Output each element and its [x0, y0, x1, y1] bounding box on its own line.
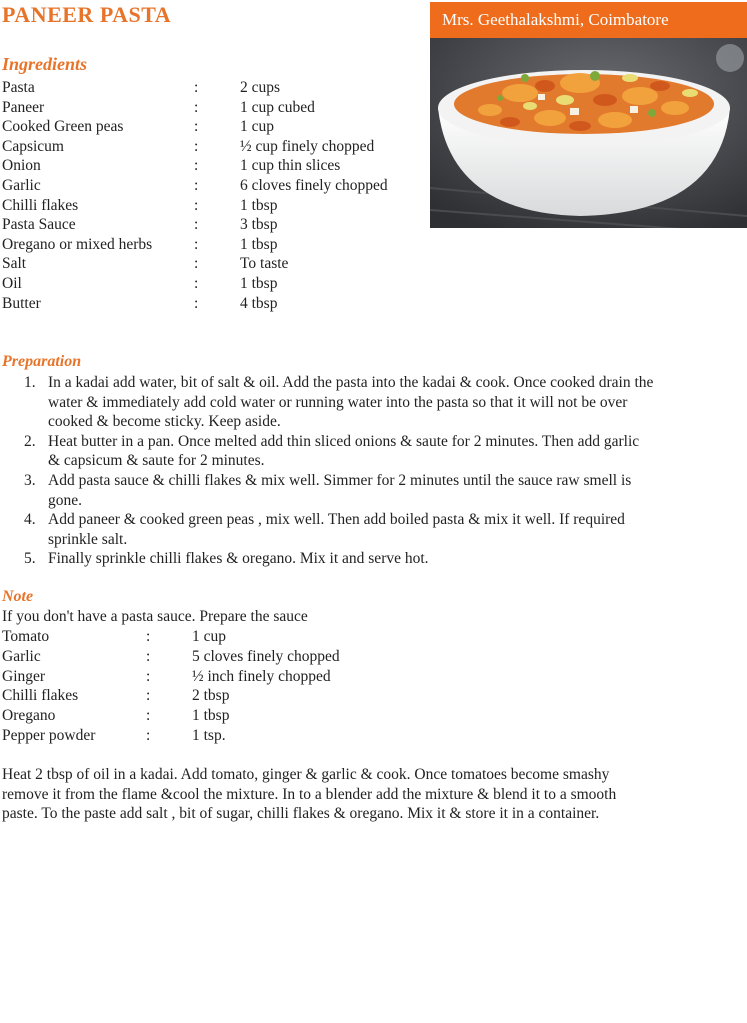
preparation-step	[24, 549, 654, 569]
step-number: 4.	[24, 511, 36, 529]
ingredient-qty: 2 cups	[240, 79, 281, 96]
ingredient-name: Paneer	[2, 98, 45, 116]
ingredient-name: Oil	[2, 275, 22, 292]
sauce-method: Heat 2 tbsp of oil in a kadai. Add tomato, ginger & garlic & cook. Once tomatoes become smashy remove it from the flame &cool the mixture. In to a blender add the mixture & blend it to a smooth paste. To the paste add salt , bit of sugar, chilli flakes & oregano. Mix it & store it in a container.	[2, 766, 617, 823]
sauce-ingredient-qty: 1 cup	[192, 628, 227, 645]
separator: :	[194, 177, 199, 194]
note-heading: Note	[2, 588, 34, 605]
ingredient-qty: 1 tbsp	[240, 196, 278, 214]
pasta-photo	[430, 38, 747, 228]
sauce-ingredient-name: Pepper powder	[2, 727, 96, 744]
ingredient-name: Chilli flakes	[2, 196, 79, 214]
separator: :	[194, 275, 199, 292]
step-text: Add paneer & cooked green peas , mix well. Then add boiled pasta & mix it well. If required sprinkle salt.	[48, 511, 625, 548]
ingredient-row	[2, 235, 278, 255]
separator: :	[194, 79, 199, 96]
step-text: Heat butter in a pan. Once melted add thin sliced onions & saute for 2 minutes. Then add garlic & capsicum & saute for 2 minutes.	[48, 432, 640, 470]
ingredient-name: Butter	[2, 294, 41, 312]
separator: :	[194, 196, 199, 214]
step-text: In a kadai add water, bit of salt & oil. Add the pasta into the kadai & cook. Once cooked drain the water & immediately add cold water or running water into the pasta so that it will not be over cooked & become sticky. Keep aside.	[48, 374, 654, 431]
ingredient-row	[2, 274, 278, 294]
ingredient-qty: ½ cup finely chopped	[240, 137, 375, 155]
note-intro: If you don't have a pasta sauce. Prepare the sauce	[2, 608, 308, 625]
recipe-title: PANEER PASTA	[2, 2, 172, 27]
ingredient-qty: 1 tbsp	[240, 275, 278, 292]
sauce-ingredient-row	[2, 647, 340, 667]
separator: :	[146, 727, 151, 744]
ingredient-qty: 1 tbsp	[240, 235, 278, 253]
ingredient-name: Oregano or mixed herbs	[2, 235, 153, 253]
ingredient-name: Garlic	[2, 177, 41, 194]
separator: :	[194, 98, 199, 116]
ingredient-name: Salt	[2, 255, 27, 273]
sauce-ingredient-qty: 2 tbsp	[192, 687, 230, 705]
preparation-step	[24, 432, 654, 471]
ingredient-row	[2, 176, 388, 196]
step-number: 1.	[24, 374, 36, 391]
separator: :	[194, 294, 199, 312]
step-text: Finally sprinkle chilli flakes & oregano. Mix it and serve hot.	[48, 550, 429, 568]
preparation-step	[24, 510, 654, 549]
ingredient-name: Onion	[2, 157, 41, 175]
sauce-ingredient-name: Chilli flakes	[2, 687, 79, 705]
ingredient-row	[2, 215, 278, 235]
preparation-heading: Preparation	[2, 353, 82, 370]
ingredient-row	[2, 98, 315, 118]
ingredient-name: Cooked Green peas	[2, 118, 124, 136]
sauce-ingredient-row	[2, 726, 226, 746]
ingredient-qty: 3 tbsp	[240, 216, 278, 234]
step-number: 2.	[24, 432, 36, 450]
ingredient-row	[2, 294, 278, 314]
sauce-ingredient-row	[2, 686, 230, 706]
separator: :	[194, 255, 199, 273]
separator: :	[194, 137, 199, 155]
sauce-ingredient-qty: ½ inch finely chopped	[192, 667, 331, 685]
ingredient-qty: 1 cup thin slices	[240, 157, 341, 175]
sauce-ingredient-name: Garlic	[2, 647, 41, 665]
ingredient-row	[2, 78, 281, 98]
separator: :	[194, 118, 199, 136]
sauce-ingredient-qty: 5 cloves finely chopped	[192, 647, 340, 665]
ingredient-row	[2, 196, 278, 216]
ingredient-qty: 1 cup	[240, 118, 275, 136]
sauce-ingredient-row	[2, 706, 230, 726]
sauce-ingredient-qty: 1 tbsp	[192, 707, 230, 725]
ingredient-row	[2, 117, 275, 137]
separator: :	[146, 628, 151, 645]
sauce-ingredient-name: Ginger	[2, 667, 46, 685]
ingredient-row	[2, 137, 375, 157]
preparation-step	[24, 471, 654, 510]
separator: :	[194, 235, 199, 253]
separator: :	[194, 216, 199, 234]
separator: :	[146, 707, 151, 725]
sauce-ingredient-row	[2, 667, 331, 687]
separator: :	[194, 157, 199, 175]
ingredient-qty: 1 cup cubed	[240, 98, 315, 116]
step-text: Add pasta sauce & chilli flakes & mix well. Simmer for 2 minutes until the sauce raw smell is gone.	[48, 472, 632, 509]
separator: :	[146, 687, 151, 705]
author-banner: Mrs. Geethalakshmi, Coimbatore	[430, 2, 747, 38]
sauce-ingredient-row	[2, 627, 227, 647]
ingredient-row	[2, 156, 341, 176]
separator: :	[146, 647, 151, 665]
ingredient-row	[2, 254, 289, 274]
step-number: 5.	[24, 550, 36, 568]
separator: :	[146, 667, 151, 685]
ingredient-qty: 6 cloves finely chopped	[240, 177, 388, 194]
sauce-ingredient-name: Tomato	[2, 628, 50, 645]
sauce-ingredient-name: Oregano	[2, 707, 56, 725]
sauce-ingredient-qty: 1 tsp.	[192, 727, 226, 744]
ingredient-qty: To taste	[240, 255, 289, 273]
ingredients-heading: Ingredients	[2, 54, 88, 74]
pasta-bowl-image	[430, 38, 747, 228]
ingredient-name: Pasta	[2, 79, 35, 96]
ingredient-qty: 4 tbsp	[240, 294, 278, 312]
step-number: 3.	[24, 472, 36, 489]
preparation-step	[24, 373, 654, 432]
ingredient-name: Capsicum	[2, 137, 64, 155]
ingredient-name: Pasta Sauce	[2, 216, 76, 234]
